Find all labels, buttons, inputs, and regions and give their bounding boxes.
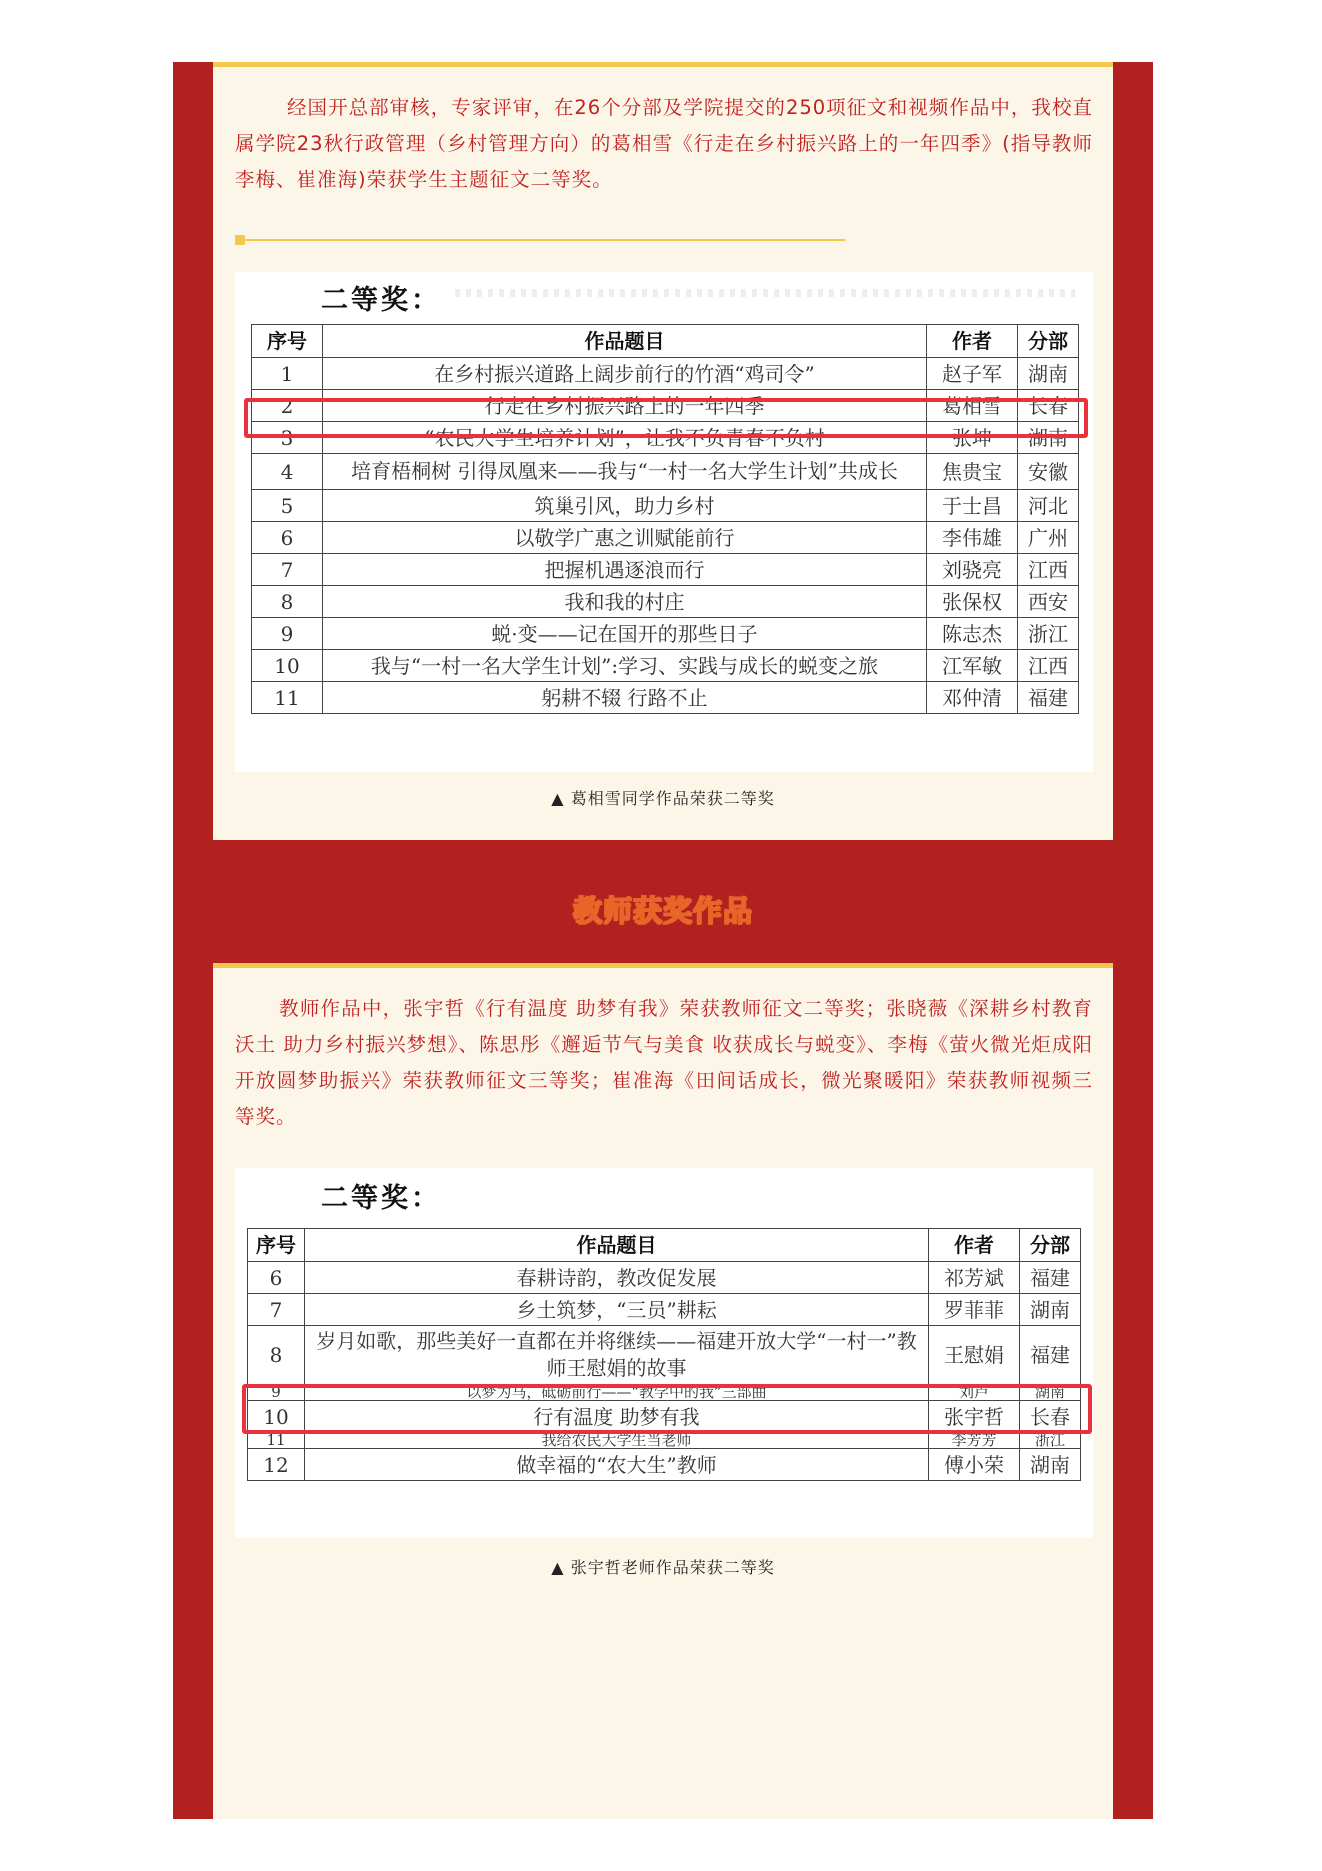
student-award-intro-text: 经国开总部审核，专家评审，在26个分部及学院提交的250项征文和视频作品中，我校直属学院23秋行政管理（乡村管理方向）的葛相雪《行走在乡村振兴路上的一年四季》(指导教师 李梅、崔准海)荣获学生主题征文二等奖。	[235, 96, 1093, 191]
row-branch: 福建	[1018, 682, 1079, 714]
table-header-row	[252, 325, 1079, 358]
row-author: 祁芳斌	[929, 1262, 1020, 1294]
table-row	[252, 618, 1079, 650]
table-row	[248, 1433, 1081, 1449]
header-author: 作者	[927, 325, 1018, 358]
teacher-award-table	[247, 1228, 1081, 1481]
row-author: 李芳芳	[929, 1433, 1020, 1449]
student-award-table	[251, 324, 1079, 714]
row-author: 傅小荣	[929, 1449, 1020, 1481]
row-title: 以梦为马，砥砺前行——“教学中的我”三部曲	[305, 1385, 929, 1401]
row-title: 我与“一村一名大学生计划”:学习、实践与成长的蜕变之旅	[323, 650, 927, 682]
header-no: 序号	[252, 325, 323, 358]
row-author: 江军敏	[927, 650, 1018, 682]
teacher-award-intro-text: 教师作品中，张宇哲《行有温度 助梦有我》荣获教师征文二等奖；张晓薇《深耕乡村教育沃土 助力乡村振兴梦想》、陈思彤《邂逅节气与美食 收获成长与蜕变》、李梅《萤火微光炬成阳 开放圆梦助振兴》荣获教师征文三等奖；崔准海《田间话成长，微光聚暖阳》荣获教师视频三等奖。	[235, 997, 1093, 1128]
row-no: 9	[248, 1385, 305, 1401]
row-no: 4	[252, 454, 323, 490]
row-title: 春耕诗韵，教改促发展	[305, 1262, 929, 1294]
row-branch: 长春	[1018, 390, 1079, 422]
row-title: 岁月如歌，那些美好一直都在并将继续——福建开放大学“一村一”教师王慰娟的故事	[305, 1326, 929, 1385]
divider-dot	[235, 235, 245, 245]
table-row-highlighted	[252, 390, 1079, 422]
row-no: 7	[252, 554, 323, 586]
row-no: 11	[252, 682, 323, 714]
table-row	[248, 1449, 1081, 1481]
teacher-award-panel	[213, 963, 1113, 1819]
row-title: 培育梧桐树 引得凤凰来——我与“一村一名大学生计划”共成长	[323, 454, 927, 490]
row-title: 乡土筑梦，“三员”耕耘	[305, 1294, 929, 1326]
dotted-rule	[455, 289, 1075, 297]
row-no: 9	[252, 618, 323, 650]
row-author: 刘卢	[929, 1385, 1020, 1401]
table-row	[252, 650, 1079, 682]
row-author: 王慰娟	[929, 1326, 1020, 1385]
row-title: 我和我的村庄	[323, 586, 927, 618]
row-title: 筑巢引风，助力乡村	[323, 490, 927, 522]
row-branch: 江西	[1018, 650, 1079, 682]
row-author: 罗菲菲	[929, 1294, 1020, 1326]
row-title: 做幸福的“农大生”教师	[305, 1449, 929, 1481]
table-row	[252, 422, 1079, 454]
row-branch: 湖南	[1020, 1385, 1081, 1401]
row-author: 邓仲清	[927, 682, 1018, 714]
row-no: 12	[248, 1449, 305, 1481]
row-branch: 长春	[1020, 1401, 1081, 1433]
row-author: 陈志杰	[927, 618, 1018, 650]
header-title: 作品题目	[323, 325, 927, 358]
row-author: 张坤	[927, 422, 1018, 454]
header-no: 序号	[248, 1229, 305, 1262]
header-branch: 分部	[1020, 1229, 1081, 1262]
row-branch: 湖南	[1020, 1449, 1081, 1481]
award-heading: 二等奖：	[321, 1183, 441, 1214]
row-title: 把握机遇逐浪而行	[323, 554, 927, 586]
student-award-panel	[213, 62, 1113, 840]
row-branch: 江西	[1018, 554, 1079, 586]
row-author: 张宇哲	[929, 1401, 1020, 1433]
row-branch: 浙江	[1020, 1433, 1081, 1449]
row-no: 10	[252, 650, 323, 682]
row-no: 1	[252, 358, 323, 390]
row-branch: 浙江	[1018, 618, 1079, 650]
row-title: 蜕·变——记在国开的那些日子	[323, 618, 927, 650]
row-no: 2	[252, 390, 323, 422]
header-branch: 分部	[1018, 325, 1079, 358]
row-author: 李伟雄	[927, 522, 1018, 554]
row-title: “农民大学生培养计划”，让我不负青春不负村	[323, 422, 927, 454]
award-heading: 二等奖：	[321, 285, 441, 316]
row-no: 7	[248, 1294, 305, 1326]
header-author: 作者	[929, 1229, 1020, 1262]
row-title: 以敬学广惠之训赋能前行	[323, 522, 927, 554]
row-title: 我给农民大学生当老师	[305, 1433, 929, 1449]
row-branch: 福建	[1020, 1326, 1081, 1385]
row-no: 3	[252, 422, 323, 454]
row-branch: 西安	[1018, 586, 1079, 618]
table-row	[252, 522, 1079, 554]
table-header-row	[248, 1229, 1081, 1262]
table-row-highlighted	[248, 1401, 1081, 1433]
table-row	[252, 454, 1079, 490]
row-title: 在乡村振兴道路上阔步前行的竹酒“鸡司令”	[323, 358, 927, 390]
row-no: 5	[252, 490, 323, 522]
table-row	[252, 554, 1079, 586]
table-row	[248, 1294, 1081, 1326]
table-row	[252, 682, 1079, 714]
row-title: 行有温度 助梦有我	[305, 1401, 929, 1433]
panel-top-border	[213, 62, 1113, 67]
row-author: 焦贵宝	[927, 454, 1018, 490]
table-row	[248, 1326, 1081, 1385]
table-row	[252, 358, 1079, 390]
row-no: 6	[252, 522, 323, 554]
row-branch: 广州	[1018, 522, 1079, 554]
table-row	[252, 586, 1079, 618]
teacher-award-caption: ▲ 张宇哲老师作品荣获二等奖	[551, 1558, 775, 1577]
row-branch: 河北	[1018, 490, 1079, 522]
row-author: 刘骁亮	[927, 554, 1018, 586]
student-award-table-image	[235, 272, 1093, 772]
student-award-caption: ▲ 葛相雪同学作品荣获二等奖	[551, 789, 775, 808]
row-title: 行走在乡村振兴路上的一年四季	[323, 390, 927, 422]
row-branch: 湖南	[1018, 358, 1079, 390]
row-author: 赵子军	[927, 358, 1018, 390]
divider-line	[245, 239, 845, 241]
row-title: 躬耕不辍 行路不止	[323, 682, 927, 714]
row-no: 11	[248, 1433, 305, 1449]
row-branch: 福建	[1020, 1262, 1081, 1294]
row-branch: 安徽	[1018, 454, 1079, 490]
teacher-section-title: 教师获奖作品	[572, 894, 753, 928]
row-no: 8	[248, 1326, 305, 1385]
row-author: 张保权	[927, 586, 1018, 618]
table-row	[252, 490, 1079, 522]
row-author: 葛相雪	[927, 390, 1018, 422]
header-title: 作品题目	[305, 1229, 929, 1262]
student-award-intro	[235, 90, 1093, 198]
teacher-award-intro	[235, 991, 1093, 1135]
table-row	[248, 1385, 1081, 1401]
row-no: 10	[248, 1401, 305, 1433]
teacher-award-table-image	[235, 1168, 1093, 1538]
row-author: 于士昌	[927, 490, 1018, 522]
table-row	[248, 1262, 1081, 1294]
row-branch: 湖南	[1018, 422, 1079, 454]
row-branch: 湖南	[1020, 1294, 1081, 1326]
row-no: 8	[252, 586, 323, 618]
row-no: 6	[248, 1262, 305, 1294]
panel-top-border	[213, 963, 1113, 968]
